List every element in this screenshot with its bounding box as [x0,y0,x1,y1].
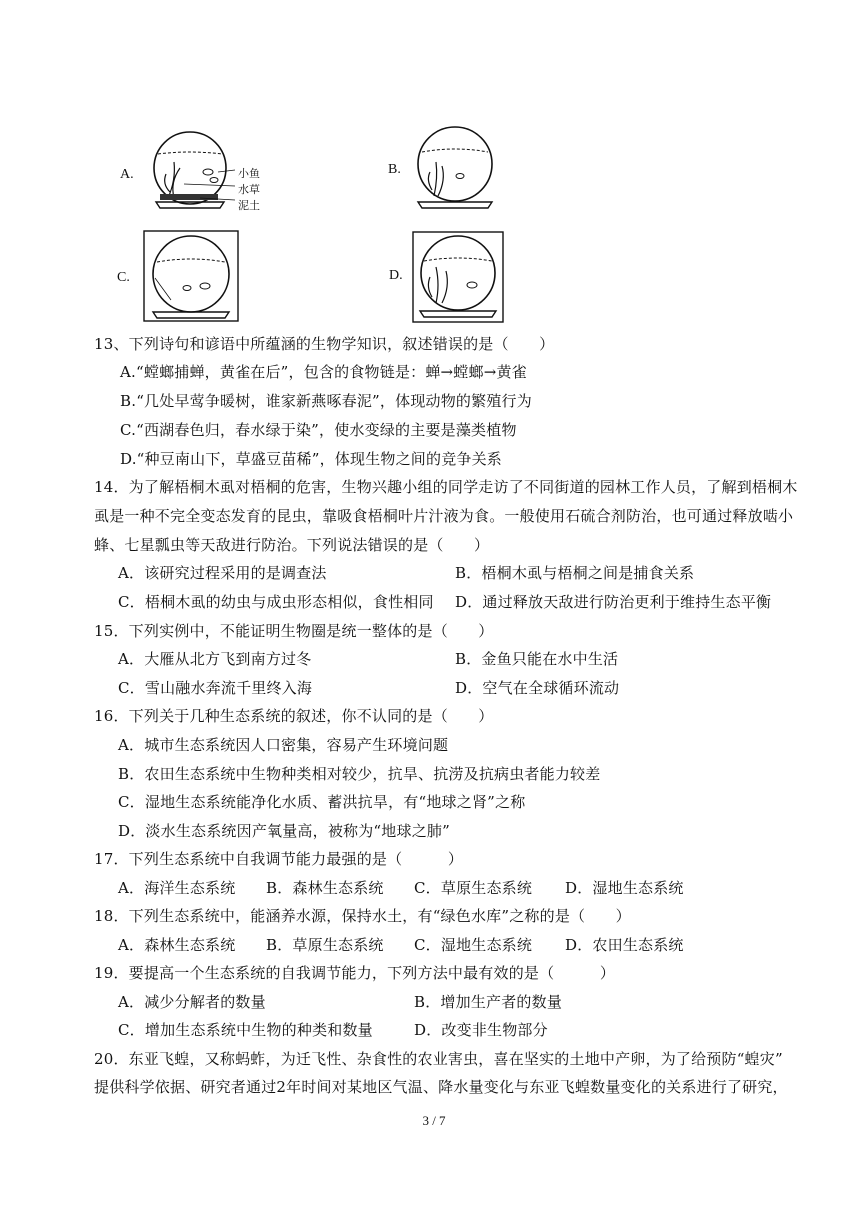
q15-choice-d: D．空气在全球循环流动 [455,679,620,697]
q14-choice-c: C．梧桐木虱的幼虫与成虫形态相似，食性相同 [118,593,434,611]
fishbowl-b-image [410,124,500,212]
q14-choice-d: D．通过释放天敌进行防治更利于维持生态平衡 [455,593,772,611]
q18-choice-b: B．草原生态系统 [266,936,384,954]
option-label-a: A. [120,167,134,182]
q16-choice-d: D．淡水生态系统因产氧量高，被称为“地球之肺” [118,822,450,840]
question-14-stem-line-1: 14．为了解梧桐木虱对梧桐的危害，生物兴趣小组的同学走访了不同街道的园林工作人员，了解到梧桐木 [94,478,798,496]
q19-choice-a: A．减少分解者的数量 [118,993,266,1011]
q15-choice-a: A．大雁从北方飞到南方过冬 [118,650,312,668]
question-19-stem: 19．要提高一个生态系统的自我调节能力，下列方法中最有效的是（ ） [94,964,616,982]
q19-choice-c: C．增加生态系统中生物的种类和数量 [118,1021,373,1039]
q17-choice-b: B．森林生态系统 [266,879,384,897]
option-label-b: B. [388,162,401,177]
question-14-stem-line-3: 蜂、七星瓢虫等天敌进行防治。下列说法错误的是（ ） [94,536,490,554]
q13-choice-d: D.“种豆南山下，草盛豆苗稀”，体现生物之间的竞争关系 [120,450,502,468]
option-label-c: C. [117,270,130,285]
fish-label: 小鱼 [238,167,260,180]
q18-choice-c: C．湿地生态系统 [414,936,533,954]
q13-choice-a: A.“螳螂捕蝉，黄雀在后”，包含的食物链是：蝉→螳螂→黄雀 [120,363,527,381]
q14-choice-a: A．该研究过程采用的是调查法 [118,564,327,582]
waterweed-label: 水草 [238,183,260,196]
question-15-stem: 15．下列实例中，不能证明生物圈是统一整体的是（ ） [94,622,494,640]
option-label-d: D. [389,268,403,283]
q17-choice-d: D．湿地生态系统 [565,879,684,897]
question-13-stem: 13、下列诗句和谚语中所蕴涵的生物学知识，叙述错误的是（ ） [94,335,555,353]
q19-choice-d: D．改变非生物部分 [414,1021,548,1039]
fishbowl-c-image [143,230,239,322]
q15-choice-b: B．金鱼只能在水中生活 [455,650,619,668]
q13-choice-b: B.“几处早莺争暖树，谁家新燕啄春泥”，体现动物的繁殖行为 [120,392,532,410]
q16-choice-b: B．农田生态系统中生物种类相对较少，抗旱、抗涝及抗病虫者能力较差 [118,765,601,783]
q16-choice-a: A．城市生态系统因人口密集，容易产生环境问题 [118,736,449,754]
q19-choice-b: B．增加生产者的数量 [414,993,563,1011]
page-number: 3 / 7 [422,1113,446,1128]
q14-choice-b: B．梧桐木虱与梧桐之间是捕食关系 [455,564,695,582]
question-14-stem-line-2: 虱是一种不完全变态发育的昆虫，靠吸食梧桐叶片汁液为食。一般使用石硫合剂防治，也可通过释放啮小 [94,507,794,525]
question-20-stem-line-1: 20．东亚飞蝗，又称蚂蚱，为迁飞性、杂食性的农业害虫，喜在坚实的土地中产卵，为了给预防“蝗灾” [94,1050,783,1068]
question-16-stem: 16．下列关于几种生态系统的叙述，你不认同的是（ ） [94,707,494,725]
question-17-stem: 17．下列生态系统中自我调节能力最强的是（ ） [94,850,464,868]
q17-choice-a: A．海洋生态系统 [118,879,236,897]
q18-choice-d: D．农田生态系统 [565,936,684,954]
question-20-stem-line-2: 提供科学依据、研究者通过2年时间对某地区气温、降水量变化与东亚飞蝗数量变化的关系进行了研究， [94,1078,788,1096]
soil-label: 泥土 [238,199,260,212]
fishbowl-d-image [412,231,504,323]
question-18-stem: 18．下列生态系统中，能涵养水源，保持水土，有“绿色水库”之称的是（ ） [94,907,631,925]
q17-choice-c: C．草原生态系统 [414,879,533,897]
q16-choice-c: C．湿地生态系统能净化水质、蓄洪抗旱，有“地球之肾”之称 [118,793,526,811]
q15-choice-c: C．雪山融水奔流千里终入海 [118,679,313,697]
q13-choice-c: C.“西湖春色归，春水绿于染”，使水变绿的主要是藻类植物 [120,421,517,439]
q18-choice-a: A．森林生态系统 [118,936,236,954]
fishbowl-a-image [140,128,245,213]
